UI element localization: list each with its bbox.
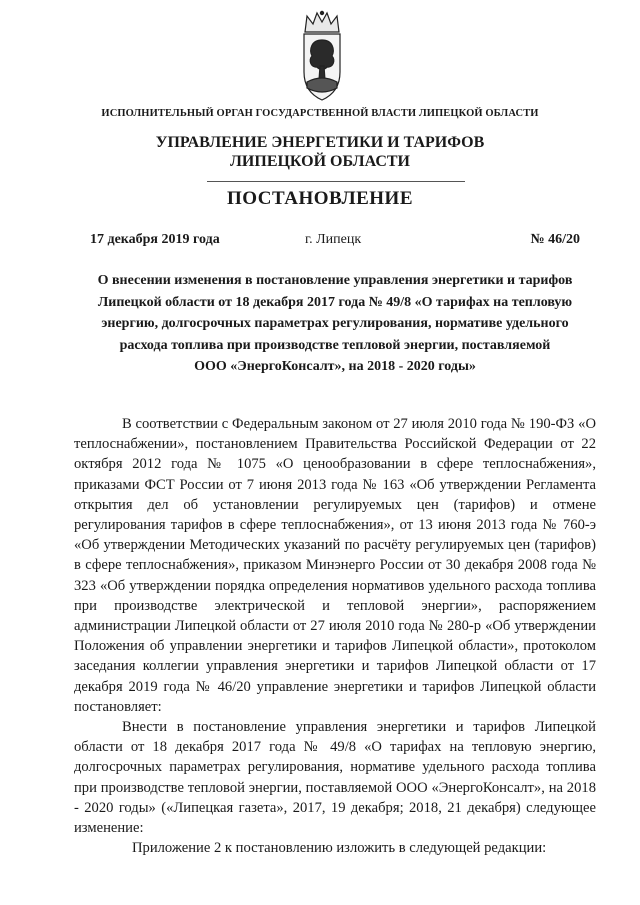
- document-body: [74, 414, 596, 858]
- divider: [207, 181, 465, 182]
- coat-of-arms-icon: [297, 10, 347, 102]
- subject-line: расхода топлива при производстве тепловой энергии, поставляемой: [119, 337, 551, 353]
- document-city: г. Липецк: [305, 232, 362, 247]
- subject-line: энергию, долгосрочных параметрах регулирования, нормативе удельного: [101, 316, 569, 331]
- document-number: № 46/20: [530, 232, 580, 247]
- issuing-authority: ИСПОЛНИТЕЛЬНЫЙ ОРГАН ГОСУДАРСТВЕННОЙ ВЛАСТИ ЛИПЕЦКОЙ ОБЛАСТИ: [101, 108, 539, 119]
- department-name: [0, 133, 640, 171]
- document-type: ПОСТАНОВЛЕНИЕ: [226, 188, 414, 209]
- subject-line: О внесении изменения в постановление управления энергетики и тарифов: [97, 273, 573, 288]
- body-paragraph: Внести в постановление управления энергетики и тарифов Липецкой области от 18 декабря 2017 года № 49/8 «О тарифах на тепловую энергию, долгосрочных параметрах регулирования, нормативе удельного расхода топлива при производстве тепловой энергии, поставляемой ООО «ЭнергоКонсалт», на 2018 - 2020 годы» («Липецкая газета», 2017, 19 декабря; 2018, 21 декабря) следующее изменение:: [74, 719, 596, 837]
- department-name-line: ЛИПЕЦКОЙ ОБЛАСТИ: [230, 153, 410, 170]
- department-name-line: УПРАВЛЕНИЕ ЭНЕРГЕТИКИ И ТАРИФОВ: [155, 134, 485, 151]
- document-subject: [74, 270, 596, 378]
- subject-line: ООО «ЭнергоКонсалт», на 2018 - 2020 годы»: [194, 359, 476, 374]
- body-paragraph: Приложение 2 к постановлению изложить в следующей редакции:: [132, 840, 547, 857]
- subject-line: Липецкой области от 18 декабря 2017 года № 49/8 «О тарифах на тепловую: [97, 294, 573, 310]
- body-paragraph: В соответствии с Федеральным законом от 27 июля 2010 года № 190-ФЗ «О теплоснабжении», постановлением Правительства Российской Федерации от 22 октября 2012 года № 1075 «О ценообразовании в сфере теплоснабжения», приказами ФСТ России от 7 июня 2013 года № 163 «Об утверждении Регламента открытия дел об установлении регулируемых цен (тарифов) и отмене регулирования тарифов в сфере теплоснабжения», от 13 июня 2013 года № 760-э «Об утверждении Методических указаний по расчёту регулируемых цен (тарифов) в сфере теплоснабжения», приказом Минэнерго России от 30 декабря 2008 года № 323 «Об утверждении порядка определения нормативов удельного расхода топлива при производстве электрической и тепловой энергии», распоряжением администрации Липецкой области от 27 июля 2010 года № 280-р «Об утверждении Положения об управлении энергетики и тарифов Липецкой области», протоколом заседания коллегии управления энергетики и тарифов Липецкой области от 17 декабря 2019 года № 46/20 управление энергетики и тарифов Липецкой области постановляет:: [74, 416, 596, 715]
- document-date: 17 декабря 2019 года: [90, 232, 220, 247]
